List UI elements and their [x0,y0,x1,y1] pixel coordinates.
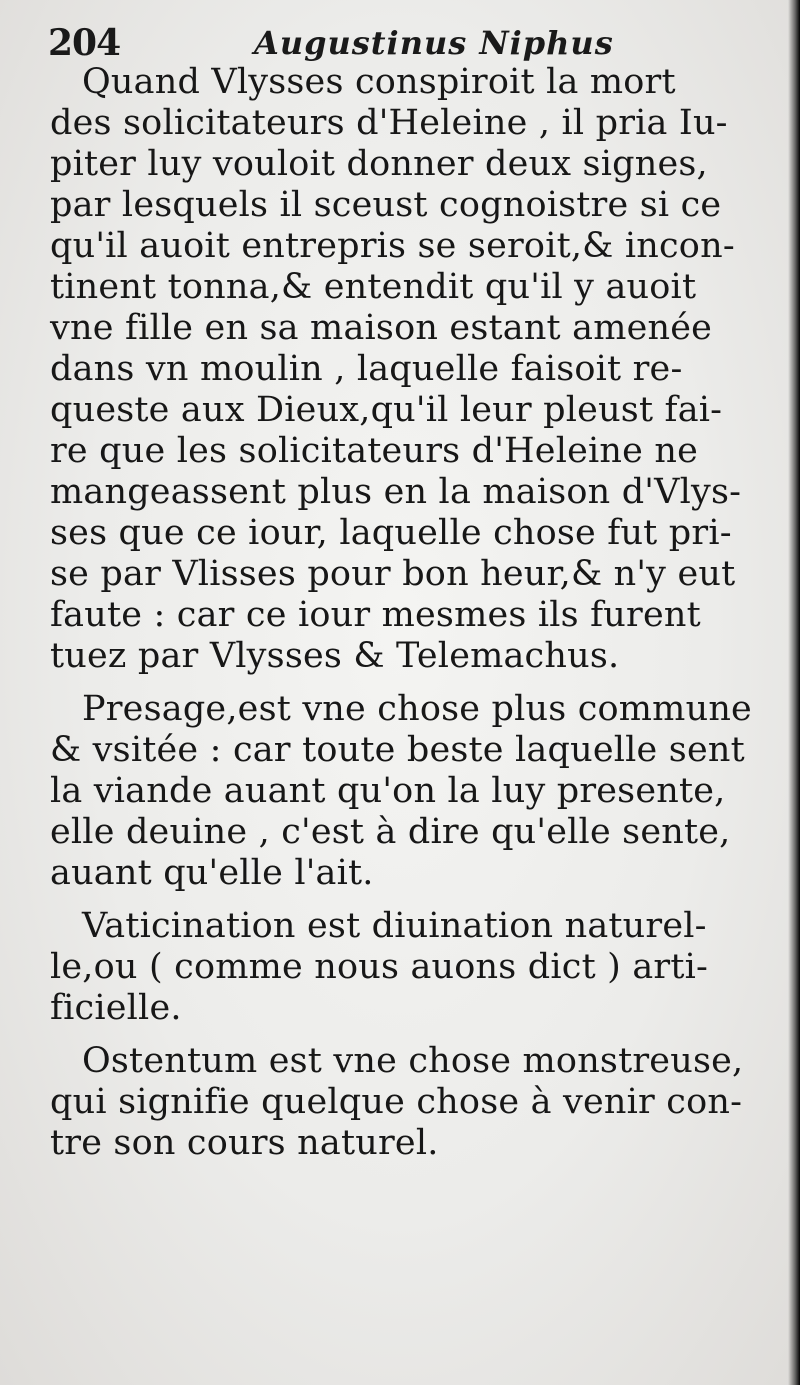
text-line: tinent tonna,& entendit qu'il y auoit [50,267,697,307]
text-line: faute : car ce iour mesmes ils furent [50,595,701,635]
text-line: qu'il auoit entrepris se seroit,& incon- [50,226,735,266]
text-line: le,ou ( comme nous auons dict ) arti- [50,947,709,987]
text-line: queste aux Dieux,qu'il leur pleust fai- [50,390,723,430]
text-line: par lesquels il sceust cognoistre si ce [50,185,722,225]
text-line: Vaticination est diuination naturel- [82,906,707,946]
text-line: Quand Vlysses conspiroit la mort [82,62,676,102]
paragraph [50,1041,750,1164]
text-line: la viande auant qu'on la luy presente, [50,771,726,811]
body-text [50,62,750,1164]
text-line: des solicitateurs d'Heleine , il pria Iu- [50,103,728,143]
text-line: re que les solicitateurs d'Heleine ne [50,431,699,471]
paragraph [50,689,750,894]
paragraph [50,62,750,677]
running-title: Augustinus Niphus [254,24,614,62]
text-line: tuez par Vlysses & Telemachus. [50,636,620,676]
text-line: piter luy vouloit donner deux signes, [50,144,708,184]
text-line: auant qu'elle l'ait. [50,853,374,893]
text-line: elle deuine , c'est à dire qu'elle sente, [50,812,731,852]
text-line: mangeassent plus en la maison d'Vlys- [50,472,742,512]
text-line: ficielle. [50,988,182,1028]
page-number: 204 [48,22,121,64]
text-line: qui signifie quelque chose à venir con- [50,1082,743,1122]
text-line: dans vn moulin , laquelle faisoit re- [50,349,683,389]
paragraph [50,906,750,1029]
text-line: tre son cours naturel. [50,1123,439,1163]
text-line: Presage,est vne chose plus commune [82,689,752,729]
text-line: Ostentum est vne chose monstreuse, [82,1041,744,1081]
text-line: se par Vlisses pour bon heur,& n'y eut [50,554,736,594]
text-line: vne fille en sa maison estant amenée [50,308,713,348]
text-line: & vsitée : car toute beste laquelle sent [50,730,745,770]
text-line: ses que ce iour, laquelle chose fut pri- [50,513,732,553]
running-head [44,14,760,64]
